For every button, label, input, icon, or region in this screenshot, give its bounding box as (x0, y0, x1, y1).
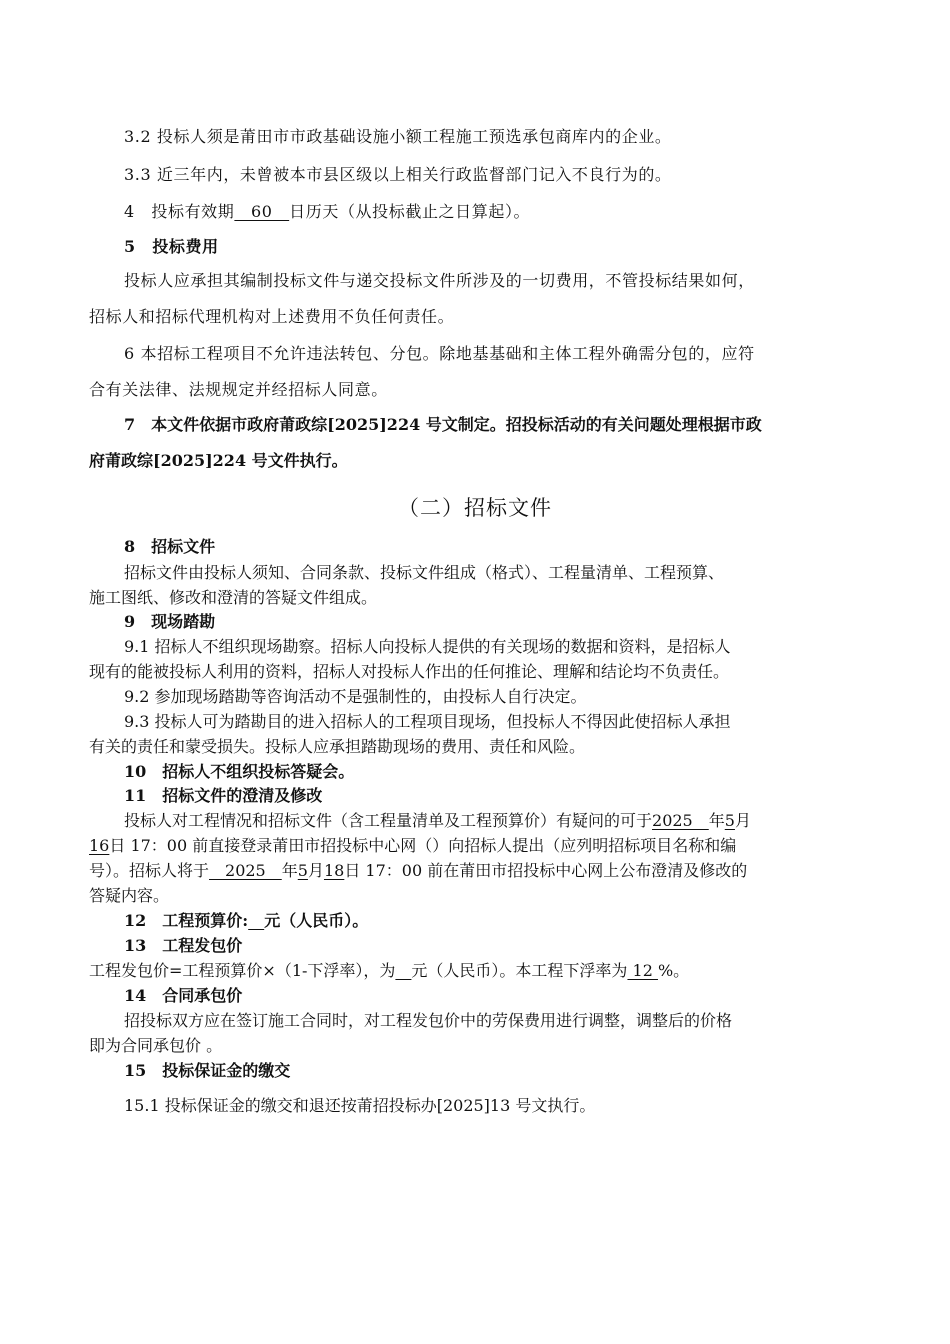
bid-validity-days: 60 (234, 202, 290, 221)
publish-day: 18 (323, 861, 345, 880)
clause-13 (89, 961, 689, 981)
clause-14-line-1: 招投标双方应在签订施工合同时，对工程发包价中的劳保费用进行调整，调整后的价格 (124, 1011, 733, 1030)
clause-6-line-2: 合有关法律、法规规定并经招标人同意。 (89, 380, 388, 399)
heading-12 (124, 911, 368, 931)
clause-11-text-g: 月 (307, 861, 324, 880)
clause-11-text-b: 年 (708, 811, 725, 830)
clause-9-2: 9.2 参加现场踏勘等咨询活动不是强制性的，由投标人自行决定。 (124, 687, 587, 706)
clause-11-text-c: 月 (734, 811, 751, 830)
clause-5-line-2: 招标人和招标代理机构对上述费用不负任何责任。 (89, 307, 455, 326)
clause-4 (124, 202, 530, 222)
contract-price-blank (395, 961, 411, 980)
heading-14: 14 合同承包价 (124, 986, 243, 1005)
clause-11-line-2 (89, 836, 736, 856)
heading-10: 10 招标人不组织投标答疑会。 (124, 762, 355, 781)
heading-12-text-a: 12 工程预算价: (124, 911, 249, 930)
clause-6-line-1: 6 本招标工程项目不允许违法转包、分包。除地基基础和主体工程外确需分包的，应符 (124, 344, 755, 363)
heading-12-text-b: 元（人民币）。 (264, 911, 369, 930)
heading-13: 13 工程发包价 (124, 936, 243, 955)
clause-7-line-1: 7 本文件依据市政府莆政综[2025]224 号文制定。招投标活动的有关问题处理根据市政 (124, 415, 762, 434)
heading-11: 11 招标文件的澄清及修改 (124, 786, 323, 805)
clause-11-text-e: 号）。招标人将于 (89, 861, 210, 880)
clause-4-suffix: 日历天（从投标截止之日算起）。 (289, 202, 531, 221)
clause-11-line-1 (124, 811, 751, 831)
heading-5: 5 投标费用 (124, 237, 219, 256)
publish-month: 5 (297, 861, 308, 880)
section-title: （二）招标文件 (398, 496, 552, 520)
clause-9-3-line-1: 9.3 投标人可为踏勘目的进入招标人的工程项目现场，但投标人不得因此使招标人承担 (124, 712, 731, 731)
clause-3-3: 3.3 近三年内，未曾被本市县区级以上相关行政监督部门记入不良行为的。 (124, 165, 672, 184)
clause-13-text-a: 工程发包价=工程预算价×（1-下浮率），为 (89, 961, 396, 980)
publish-year: 2025 (209, 861, 282, 880)
clause-15-1: 15.1 投标保证金的缴交和退还按莆招投标办[2025]13 号文执行。 (124, 1096, 596, 1115)
clause-9-1-line-1: 9.1 招标人不组织现场勘察。招标人向投标人提供的有关现场的数据和资料，是招标人 (124, 637, 731, 656)
clause-11-text-f: 年 (281, 861, 298, 880)
clause-4-prefix: 4 投标有效期 (124, 202, 235, 221)
clause-11-line-4: 答疑内容。 (89, 886, 170, 905)
heading-15: 15 投标保证金的缴交 (124, 1061, 291, 1080)
clause-9-1-line-2: 现有的能被投标人利用的资料，招标人对投标人作出的任何推论、理解和结论均不负责任。 (89, 662, 730, 681)
clause-11-line-3 (89, 861, 747, 881)
heading-9: 9 现场踏勘 (124, 612, 216, 631)
clause-14-line-2: 即为合同承包价 。 (89, 1036, 223, 1055)
clause-3-2: 3.2 投标人须是莆田市市政基础设施小额工程施工预选承包商库内的企业。 (124, 127, 672, 146)
clause-9-3-line-2: 有关的责任和蒙受损失。投标人应承担踏勘现场的费用、责任和风险。 (89, 737, 586, 756)
clause-11-text-h: 日 17：00 前在莆田市招投标中心网上公布澄清及修改的 (344, 861, 748, 880)
clarify-deadline-month: 5 (724, 811, 735, 830)
clause-5-line-1: 投标人应承担其编制投标文件与递交投标文件所涉及的一切费用，不管投标结果如何， (124, 271, 755, 290)
budget-price-blank (248, 911, 264, 930)
clause-13-text-b: 元（人民币）。本工程下浮率为 (411, 961, 628, 980)
clause-13-text-c: %。 (657, 961, 690, 980)
discount-rate: 12 (627, 961, 658, 980)
clause-8-line-2: 施工图纸、修改和澄清的答疑文件组成。 (89, 588, 378, 607)
heading-8: 8 招标文件 (124, 537, 216, 556)
clause-11-text-d: 日 17：00 前直接登录莆田市招投标中心网（）向招标人提出（应列明招标项目名称和编 (109, 836, 737, 855)
clause-8-line-1: 招标文件由投标人须知、合同条款、投标文件组成（格式）、工程量清单、工程预算、 (124, 563, 725, 582)
clarify-deadline-year: 2025 (652, 811, 709, 830)
clause-7-line-2: 府莆政综[2025]224 号文件执行。 (89, 451, 348, 470)
clarify-deadline-day: 16 (89, 836, 110, 855)
clause-11-text-a: 投标人对工程情况和招标文件（含工程量清单及工程预算价）有疑问的可于 (124, 811, 653, 830)
